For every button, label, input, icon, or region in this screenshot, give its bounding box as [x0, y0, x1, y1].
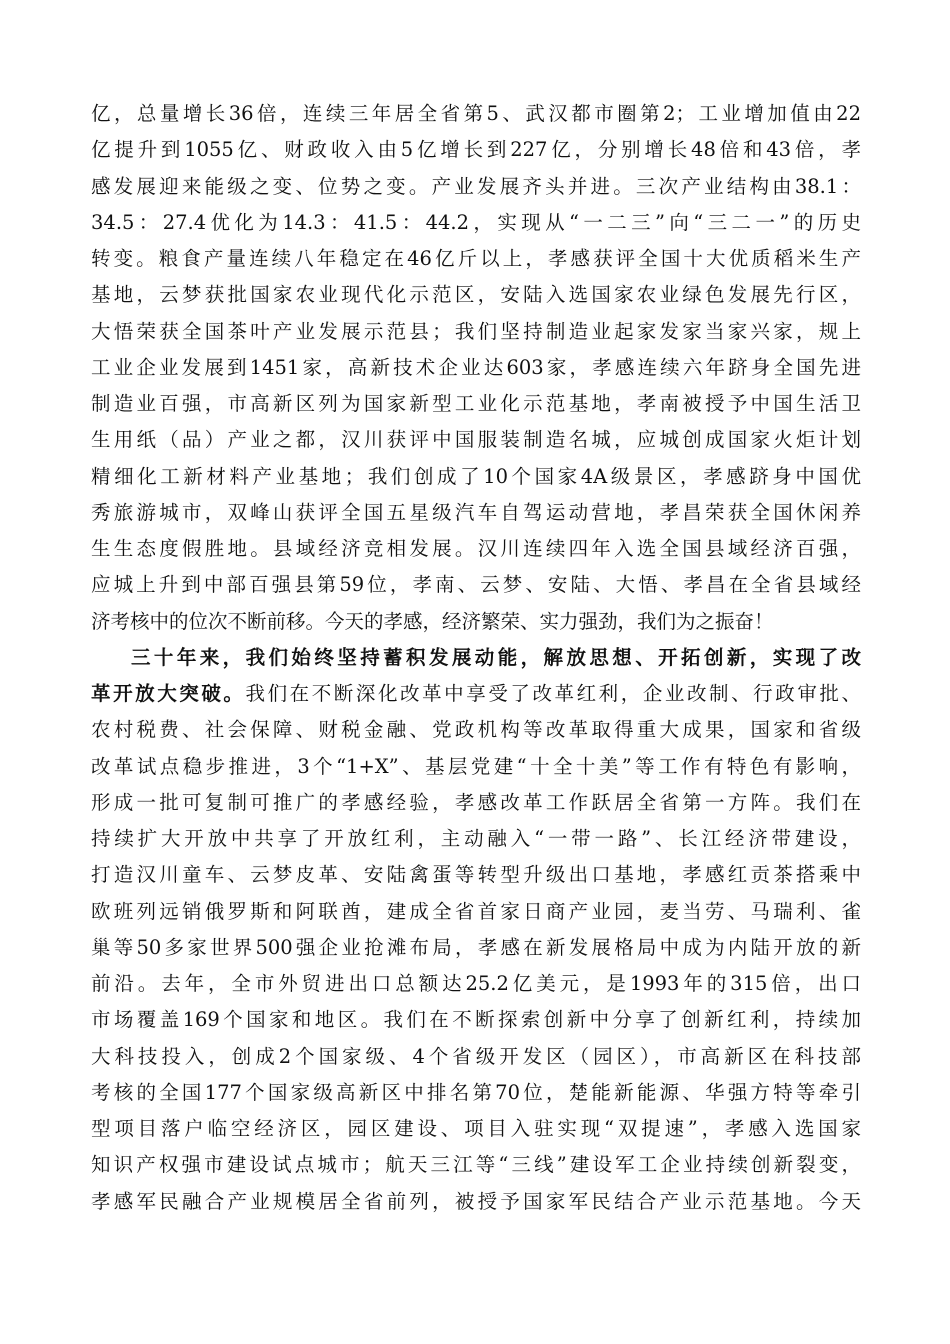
text-line: 巢等50多家世界500强企业抢滩布局，孝感在新发展格局中成为内陆开放的新: [91, 935, 861, 959]
text-line: 形成一批可复制可推广的孝感经验，孝感改革工作跃居全省第一方阵。我们在: [91, 790, 861, 814]
text-line: 基地，云梦获批国家农业现代化示范区，安陆入选国家农业绿色发展先行区，: [91, 283, 861, 307]
paragraph-economy: [91, 96, 861, 640]
text-line: 市场覆盖169个国家和地区。我们在不断探索创新中分享了创新红利，持续加: [91, 1008, 861, 1032]
text-line: 转变。粮食产量连续八年稳定在46亿斤以上，孝感获评全国十大优质稻米生产: [91, 247, 861, 270]
text-line: 农村税费、社会保障、财税金融、党政机构等改革取得重大成果，国家和省级: [91, 718, 861, 742]
text-line: 济考核中的位次不断前移。今天的孝感，经济繁荣、实力强劲，我们为之振奋！: [91, 609, 774, 633]
text-line: 工业企业发展到1451家，高新技术企业达603家，孝感连续六年跻身全国先进: [91, 355, 861, 379]
text-line: 打造汉川童车、云梦皮革、安陆禽蛋等转型升级出口基地，孝感红贡茶搭乘中: [91, 863, 861, 887]
text-line: 前沿。去年，全市外贸进出口总额达25.2亿美元，是1993年的315倍，出口: [91, 972, 861, 995]
text-line: 考核的全国177个国家级高新区中排名第70位，楚能新能源、华强方特等牵引: [91, 1080, 861, 1104]
text-line: 改革试点稳步推进，3个“1+X”、基层党建“十全十美”等工作有特色有影响，: [91, 754, 861, 778]
text-line: 精细化工新材料产业基地；我们创成了10个国家4A级景区，孝感跻身中国优: [91, 464, 861, 488]
text-line: 秀旅游城市，双峰山获评全国五星级汽车自驾运动营地，孝昌荣获全国休闲养: [91, 500, 861, 524]
paragraph-heading-tail: 革开放大突破。: [91, 682, 246, 705]
text-line: 亿提升到1055亿、财政收入由5亿增长到227亿，分别增长48倍和43倍，孝: [91, 138, 861, 162]
text-line: 感发展迎来能级之变、位势之变。产业发展齐头并进。三次产业结构由38.1：: [91, 174, 861, 198]
text-line: 孝感军民融合产业规模居全省前列，被授予国家军民结合产业示范基地。今天: [91, 1189, 861, 1213]
text-line: [91, 676, 861, 712]
text-line: 生生态度假胜地。县域经济竞相发展。汉川连续四年入选全国县域经济百强，: [91, 537, 861, 560]
text-line: 34.5：27.4优化为14.3：41.5：44.2，实现从“一二三”向“三二一”的历史: [91, 210, 861, 234]
text-line: 制造业百强，市高新区列为国家新型工业化示范基地，孝南被授予中国生活卫: [91, 392, 861, 415]
text-line: 亿，总量增长36倍，连续三年居全省第5、武汉都市圈第2；工业增加值由22: [91, 102, 861, 125]
paragraph-heading-line: 三十年来，我们始终坚持蓄积发展动能，解放思想、开拓创新，实现了改: [131, 645, 861, 669]
text-line: 欧班列远销俄罗斯和阿联酋，建成全省首家日商产业园，麦当劳、马瑞利、雀: [91, 899, 861, 923]
paragraph-reform: [91, 640, 861, 1220]
text-line: 知识产权强市建设试点城市；航天三江等“三线”建设军工企业持续创新裂变，: [91, 1153, 861, 1177]
text-span: 我们在不断深化改革中享受了改革红利，企业改制、行政审批、: [245, 682, 861, 705]
text-line: 大科技投入，创成2个国家级、4个省级开发区（园区），市高新区在科技部: [91, 1044, 861, 1068]
document-page: [91, 96, 861, 1220]
text-line: 大悟荣获全国茶叶产业发展示范县；我们坚持制造业起家发家当家兴家，规上: [91, 319, 861, 343]
text-line: 型项目落户临空经济区，园区建设、项目入驻实现“双提速”，孝感入选国家: [91, 1117, 861, 1140]
text-line: 生用纸（品）产业之都，汉川获评中国服装制造名城，应城创成国家火炬计划: [91, 428, 861, 452]
text-line: 应城上升到中部百强县第59位，孝南、云梦、安陆、大悟、孝昌在全省县域经: [91, 573, 861, 597]
text-line: 持续扩大开放中共享了开放红利，主动融入“一带一路”、长江经济带建设，: [91, 827, 861, 850]
